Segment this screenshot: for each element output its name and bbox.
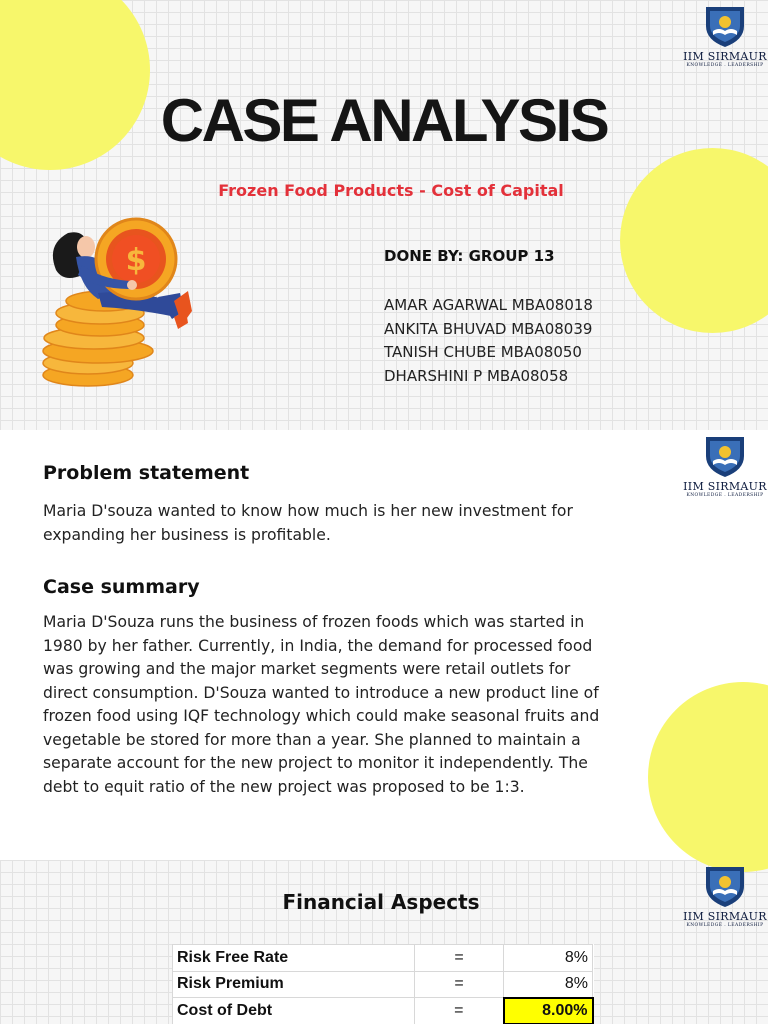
- group-label: DONE BY: GROUP 13: [384, 247, 555, 265]
- logo-name: IIM SIRMAUR: [683, 910, 767, 923]
- logo-name: IIM SIRMAUR: [683, 480, 767, 493]
- problem-text: Maria D'souza wanted to know how much is her new investment for expanding her business is profitable.: [43, 502, 573, 544]
- row-label: Risk Free Rate: [173, 945, 415, 972]
- logo-tagline: KNOWLEDGE . LEADERSHIP: [686, 493, 764, 498]
- financial-title: Financial Aspects: [282, 890, 480, 914]
- row-value: 8%: [504, 945, 593, 972]
- row-label: Cost of Debt: [173, 998, 415, 1024]
- decor-circle-right: [620, 148, 768, 333]
- row-operator: =: [415, 945, 504, 972]
- summary-slide: [0, 430, 768, 860]
- row-operator: =: [415, 971, 504, 998]
- member-item: DHARSHINI P MBA08058: [384, 366, 569, 385]
- financial-slide: [0, 860, 768, 1024]
- summary-text: Maria D'Souza runs the business of frozen foods which was started in 1980 by her father. Currently, in India, the demand for processed food was growing and the major market segments were retail outlets for direct consumption. D'Souza wanted to introduce a new product line of frozen food using IQF technology which could make seasonal fruits and vegetable be stored for more than a year. She planned to maintain a separate account for the new project to monitor it independently. The debt to equit ratio of the new project was proposed to be 1:3.: [43, 613, 600, 796]
- member-list: [384, 294, 593, 388]
- table-row: [173, 945, 593, 972]
- woman-with-coins-illustration: [38, 215, 194, 393]
- member-item: AMAR AGARWAL MBA08018: [384, 296, 593, 314]
- logo-tagline: KNOWLEDGE . LEADERSHIP: [686, 63, 764, 68]
- iim-sirmaur-logo: [680, 4, 768, 68]
- table-row: [173, 971, 593, 998]
- iim-sirmaur-logo: [680, 434, 768, 498]
- row-label: Risk Premium: [173, 971, 415, 998]
- title-slide: [0, 0, 768, 430]
- decor-circle-right: [648, 682, 768, 860]
- slide-title: CASE ANALYSIS: [160, 87, 608, 154]
- member-item: ANKITA BHUVAD MBA08039: [384, 319, 593, 338]
- logo-tagline: KNOWLEDGE . LEADERSHIP: [686, 923, 764, 928]
- svg-text:$: $: [125, 243, 147, 278]
- logo-name: IIM SIRMAUR: [683, 50, 767, 63]
- financial-table: [172, 944, 594, 1024]
- shield-book-icon: [702, 4, 748, 48]
- member-item: TANISH CHUBE MBA08050: [384, 343, 582, 361]
- shield-book-icon: [702, 434, 748, 478]
- problem-heading: Problem statement: [43, 462, 250, 484]
- row-value-highlighted: 8.00%: [504, 998, 593, 1024]
- row-value: 8%: [504, 971, 593, 998]
- row-operator: =: [415, 998, 504, 1024]
- table-row: [173, 998, 593, 1024]
- slide-subtitle: Frozen Food Products - Cost of Capital: [218, 181, 564, 200]
- summary-heading: Case summary: [43, 576, 200, 598]
